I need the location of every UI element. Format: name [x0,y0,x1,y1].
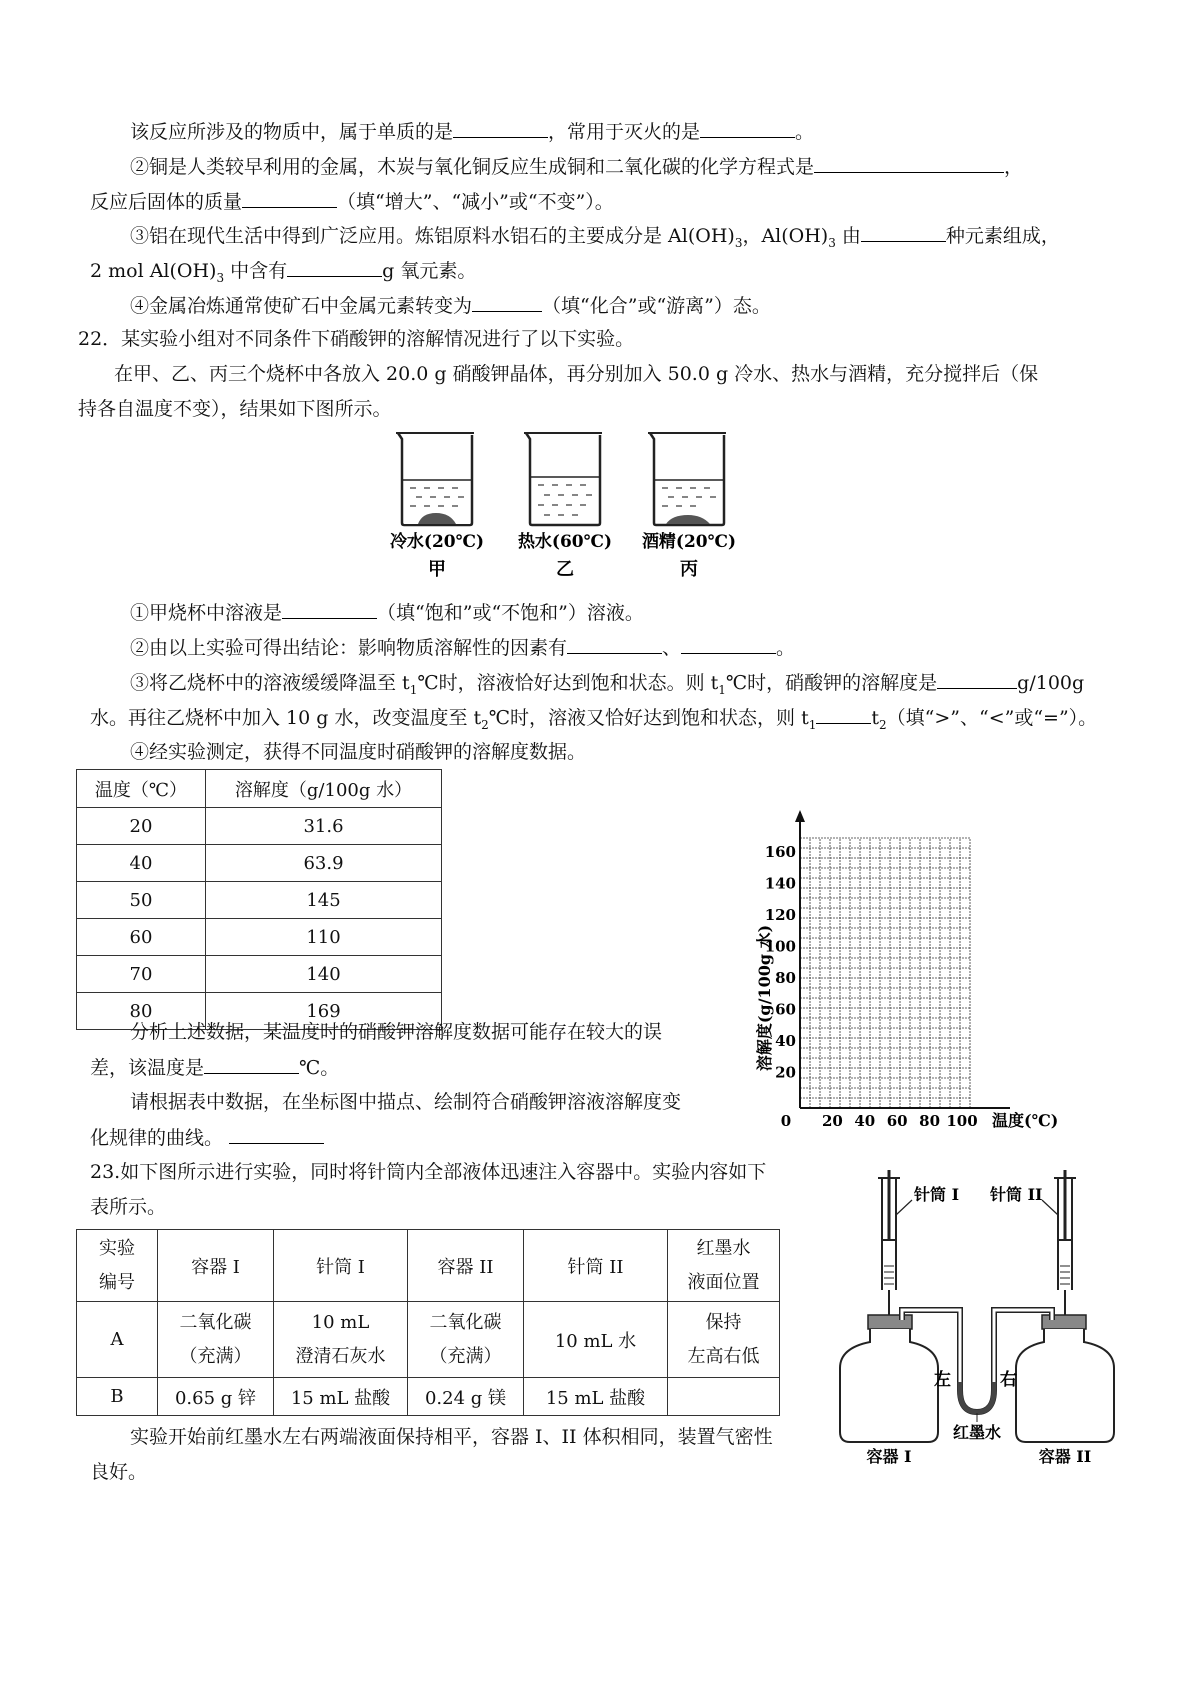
table-row [77,808,442,845]
table-cell: 40 [77,845,206,882]
table-cell: 169 [206,993,442,1030]
table-cell: 20 [77,808,206,845]
left-label: 左 [934,1370,951,1390]
q23-note1: 实验开始前红墨水左右两端液面保持相平，容器 I、II 体积相同，装置气密性 [130,1426,773,1448]
y-axis-label: 溶解度(g/100g 水) [755,924,774,1072]
syringe-1 [878,1170,900,1320]
table-header: 容器 II [408,1230,524,1302]
table-cell: 二氧化碳 （充满） [408,1302,524,1378]
y-axis-arrow [795,810,805,822]
answer-blank[interactable] [681,635,776,654]
table-header: 容器 I [158,1230,274,1302]
table-cell: 0.65 g 锌 [158,1378,274,1416]
q22-a4: 化规律的曲线。 [90,1125,324,1150]
table-row [77,1378,780,1416]
experiment-table [76,1229,780,1416]
answer-blank[interactable] [937,670,1017,689]
q22-s3: ③将乙烧杯中的溶液缓缓降温至 $t_1℃$时，溶液恰好达到饱和状态。则 $t_1℃$时，硝酸钾的溶解度是 g/100g [130,672,1085,697]
x-axis-label: 温度(℃) [992,1111,1059,1130]
answer-blank[interactable] [453,119,548,138]
q21-line1: 该反应所涉及的物质中，属于单质的是 ，常用于灭火的是 。 [130,121,815,143]
answer-blank[interactable] [282,600,377,619]
table-cell: 63.9 [206,845,442,882]
beakers-figure [380,425,820,580]
answer-blank[interactable] [814,154,1004,173]
table-cell: 80 [77,993,206,1030]
table-cell: A [77,1302,158,1378]
q22-s5: ④经实验测定，获得不同温度时硝酸钾的溶解度数据。 [130,741,587,763]
table-cell: 31.6 [206,808,442,845]
table-header: 红墨水 液面位置 [668,1230,780,1302]
q21-line6: ④金属冶炼通常使矿石中金属元素转变为 （填“化合”或“游离”）态。 [130,295,771,317]
syringe-1-label: 针筒 I [914,1185,960,1204]
x-tick-label: 0 [780,1112,792,1130]
table-row [77,919,442,956]
answer-blank[interactable] [700,119,795,138]
q22-s4: 水。再往乙烧杯中加入 10 g 水，改变温度至 $t_2℃$时，溶液又恰好达到饱和状态，则 $t_1$ $t_2$（填“>”、“<”或“=”）。 [90,707,1098,732]
y-tick-label: 40 [775,1032,796,1050]
beaker-jia [396,433,474,525]
table-header: 针筒 II [524,1230,668,1302]
table-row [77,956,442,993]
q23-title-line2: 表所示。 [90,1196,167,1218]
table-cell: 15 mL 盐酸 [524,1378,668,1416]
syringe-2 [1054,1170,1076,1320]
q22-a3: 请根据表中数据，在坐标图中描点、绘制符合硝酸钾溶液溶解度变 [130,1091,682,1113]
q22-s1: ①甲烧杯中溶液是 （填“饱和”或“不饱和”）溶液。 [130,602,644,624]
x-tick-label: 60 [886,1112,908,1130]
q22-intro-line2: 持各自温度不变），结果如下图所示。 [78,398,392,420]
q22-title: 22．某实验小组对不同条件下硝酸钾的溶解情况进行了以下实验。 [78,328,635,350]
table-header: 温度（℃） [77,770,206,808]
vessel-2 [1016,1329,1114,1442]
q21-line5: 2 mol $Al(OH)_3$ 中含有 g 氧元素。 [90,260,477,285]
right-label: 右 [1000,1370,1017,1390]
beaker-name-bing: 丙 [680,559,698,580]
beaker-label-bing: 酒精(20℃) [641,532,737,552]
x-tick-label: 40 [854,1112,876,1130]
table-cell: B [77,1378,158,1416]
table-row [77,845,442,882]
table-cell: 10 mL 水 [524,1302,668,1378]
q21-line2: ②铜是人类较早利用的金属，木炭与氧化铜反应生成铜和二氧化碳的化学方程式是 ， [130,156,1024,178]
table-cell: 二氧化碳 （充满） [158,1302,274,1378]
y-tick-label: 120 [764,906,796,924]
x-tick-label: 80 [919,1112,941,1130]
q23-note2: 良好。 [90,1461,148,1483]
beaker-bing [648,433,726,525]
q23-title-line1: 23.如下图所示进行实验，同时将针筒内全部液体迅速注入容器中。实验内容如下 [90,1161,767,1183]
answer-blank[interactable] [204,1055,299,1074]
table-cell [668,1378,780,1416]
y-tick-label: 20 [775,1063,796,1082]
beaker-yi [524,433,602,525]
solubility-chart[interactable] [755,808,1140,1188]
table-cell: 140 [206,956,442,993]
solubility-table [76,769,442,1030]
beaker-label-jia: 冷水(20℃) [389,532,485,552]
beaker-name-yi: 乙 [556,559,574,580]
table-cell: 0.24 g 镁 [408,1378,524,1416]
beaker-label-yi: 热水(60℃) [517,532,613,552]
y-tick-label: 100 [764,937,796,956]
table-header: 溶解度（g/100g 水） [206,770,442,808]
table-row [77,1302,780,1378]
vessel-1-label: 容器 I [866,1447,912,1466]
vessel-2-label: 容器 II [1038,1447,1092,1466]
answer-blank[interactable] [567,635,662,654]
syringe-2-label: 针筒 II [990,1185,1043,1204]
q21-line3: 反应后固体的质量 （填“增大”、“减小”或“不变”）。 [90,191,614,213]
apparatus-figure [840,1170,1130,1470]
beaker-name-jia: 甲 [428,559,446,580]
table-cell: 60 [77,919,206,956]
red-ink-label: 红墨水 [952,1423,1002,1442]
q22-intro-line1: 在甲、乙、丙三个烧杯中各放入 20.0 g 硝酸钾晶体，再分别加入 50.0 g 冷水、热水与酒精，充分搅拌后（保 [114,363,1039,385]
table-header: 针筒 I [274,1230,408,1302]
answer-blank[interactable] [287,258,382,277]
table-row [77,882,442,919]
x-tick-label: 100 [946,1112,978,1130]
table-cell: 70 [77,956,206,993]
table-cell: 145 [206,882,442,919]
table-cell: 保持 左高右低 [668,1302,780,1378]
y-tick-label: 140 [764,874,796,893]
q22-s2: ②由以上实验可得出结论：影响物质溶解性的因素有 、 。 [130,637,796,659]
y-tick-label: 60 [775,1000,796,1019]
y-tick-label: 160 [764,843,796,861]
answer-blank[interactable] [242,189,337,208]
table-cell: 110 [206,919,442,956]
table-cell: 15 mL 盐酸 [274,1378,408,1416]
vessel-1 [840,1329,938,1442]
q21-line4: ③铝在现代生活中得到广泛应用。炼铝原料水铝石的主要成分是 $Al(OH)_3$，$Al(OH)_3$ 由 种元素组成， [130,225,1060,250]
answer-blank[interactable] [861,223,946,242]
table-header: 实验 编号 [77,1230,158,1302]
q22-a1: 分析上述数据，某温度时的硝酸钾溶解度数据可能存在较大的误 [130,1021,663,1043]
table-cell: 50 [77,882,206,919]
answer-blank[interactable] [816,705,871,724]
x-tick-label: 20 [821,1112,843,1130]
answer-blank[interactable] [229,1125,324,1144]
table-cell: 10 mL 澄清石灰水 [274,1302,408,1378]
answer-blank[interactable] [472,293,542,312]
table-header-row [77,1230,780,1302]
table-header-row [77,770,442,808]
y-tick-label: 80 [775,969,796,987]
q22-a2: 差，该温度是 ℃。 [90,1057,340,1079]
